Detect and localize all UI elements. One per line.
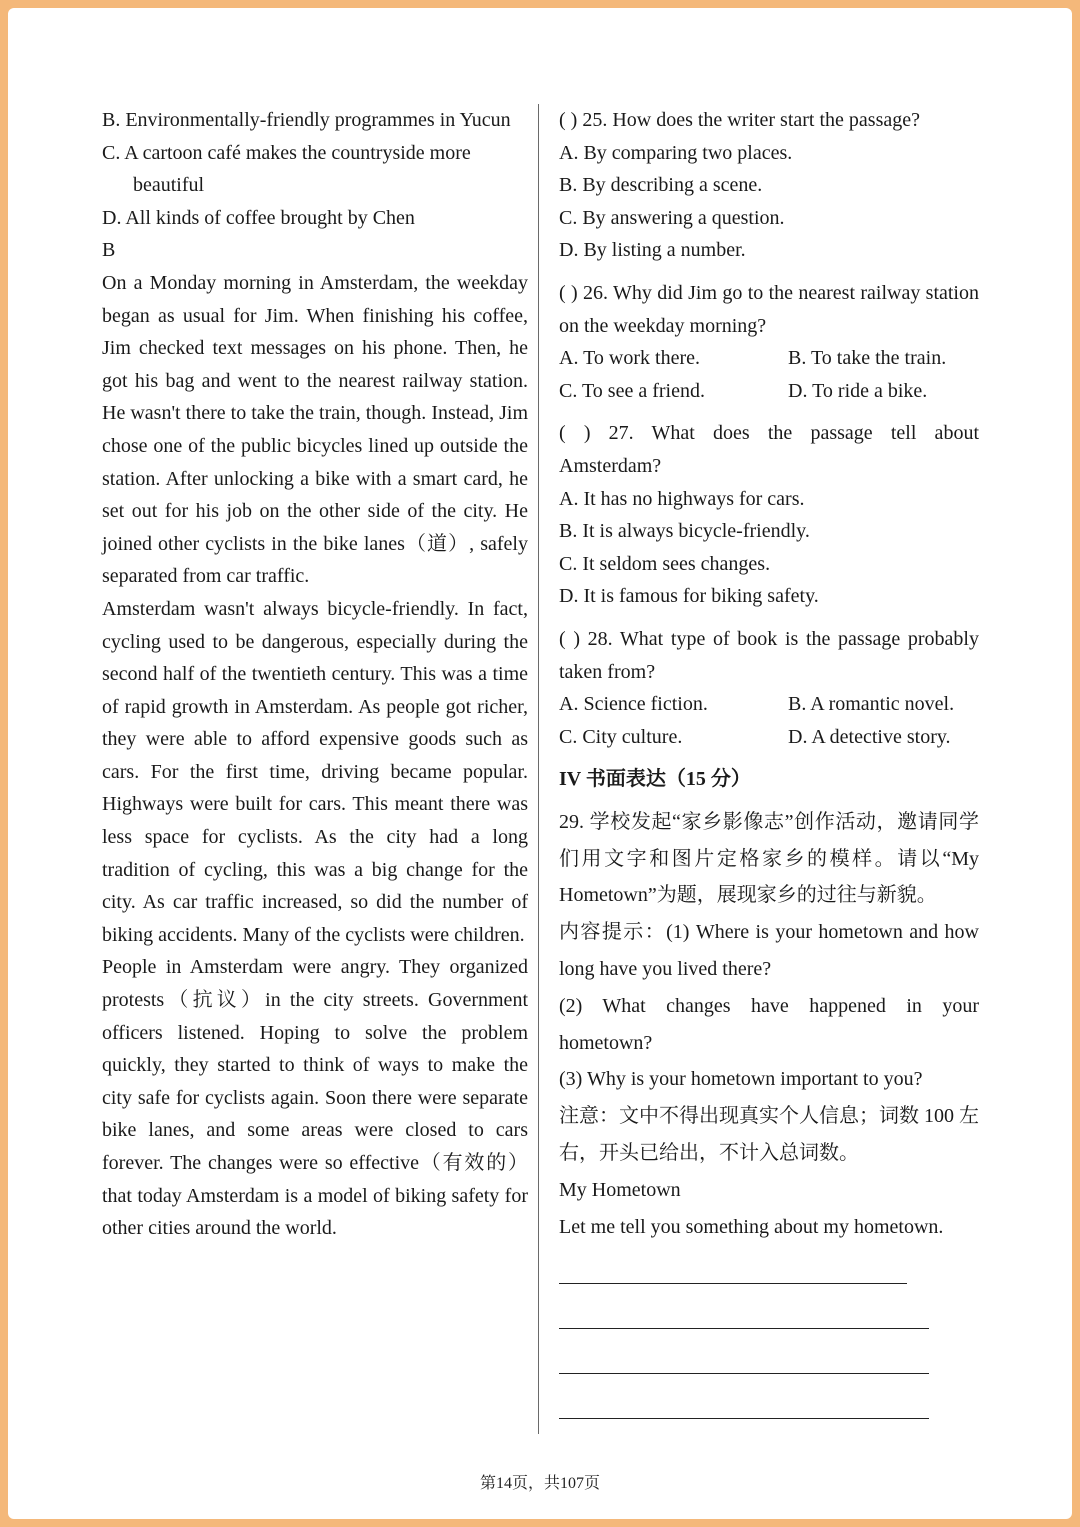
- column-divider: [538, 104, 539, 1434]
- answer-option: B. A romantic novel.: [788, 693, 955, 716]
- answer-option: B. By describing a scene.: [559, 174, 763, 197]
- option-row: [559, 721, 979, 754]
- passage-label: B: [102, 239, 116, 262]
- option-row: [559, 342, 979, 375]
- answer-line[interactable]: [559, 1418, 929, 1419]
- answer-option: D. By listing a number.: [559, 239, 746, 262]
- question-stem: ( ) 27. What does the passage tell about Amsterdam?: [559, 422, 979, 477]
- passage-paragraph: Amsterdam wasn't always bicycle-friendly. In fact, cycling used to be dangerous, especially during the second half of the twentieth century. This was a time of rapid growth in Amsterdam. As people got richer, they were able to afford expensive goods such as cars. For the first time, driving became popular. Highways were built for cars. This meant there was less space for cyclists. As the city had a long tradition of cycling, this was a big change for the city. As car traffic increased, so did the number of biking accidents. Many of the cyclists were children.: [102, 597, 528, 946]
- writing-hint: (2) What changes have happened in your hometown?: [559, 994, 979, 1054]
- answer-option: A. To work there.: [559, 347, 700, 370]
- question-stem: ( ) 25. How does the writer start the passage?: [559, 109, 920, 131]
- section-heading: IV 书面表达（15 分）: [559, 768, 751, 791]
- answer-option: C. A cartoon café makes the countryside more beautiful: [102, 141, 471, 197]
- answer-option: B. It is always bicycle-friendly.: [559, 520, 810, 543]
- writing-hint: (3) Why is your hometown important to you?: [559, 1068, 923, 1091]
- question-28: [559, 623, 979, 753]
- answer-option: C. By answering a question.: [559, 206, 785, 229]
- answer-line[interactable]: [559, 1328, 929, 1329]
- essay-title: My Hometown: [559, 1178, 681, 1201]
- passage-paragraph: On a Monday morning in Amsterdam, the weekday began as usual for Jim. When finishing his coffee, Jim checked text messages on his phone. Then, he got his bag and went to the nearest railway station. He wasn't there to take the train, though. Instead, Jim chose one of the public bicycles lined up outside the station. After unlocking a bike with a smart card, he set out for his job on the other side of the city. He joined other cyclists in the bike lanes（道）, safely separated from car traffic.: [102, 271, 528, 588]
- question-27: [559, 417, 979, 613]
- answer-option: C. City culture.: [559, 725, 683, 748]
- option-row: [559, 688, 979, 721]
- left-column: [102, 104, 528, 1245]
- question-26: [559, 277, 979, 407]
- question-stem: ( ) 26. Why did Jim go to the nearest railway station on the weekday morning?: [559, 281, 979, 337]
- exam-page: [8, 8, 1072, 1519]
- writing-task: [559, 804, 979, 1420]
- writing-hint: 内容提示：(1) Where is your hometown and how long have you lived there?: [559, 921, 979, 981]
- answer-option: A. By comparing two places.: [559, 141, 793, 164]
- answer-line[interactable]: [559, 1283, 907, 1284]
- page-number: 第14页，共107页: [479, 1475, 600, 1492]
- answer-option: D. All kinds of coffee brought by Chen: [102, 206, 415, 229]
- answer-line[interactable]: [559, 1373, 929, 1374]
- answer-option: D. A detective story.: [788, 725, 951, 748]
- writing-prompt: 29. 学校发起“家乡影像志”创作活动，邀请同学们用文字和图片定格家乡的模样。请以“My Hometown”为题，展现家乡的过往与新貌。: [559, 810, 979, 907]
- answer-option: C. It seldom sees changes.: [559, 552, 771, 575]
- writing-note: 注意：文中不得出现真实个人信息；词数 100 左右，开头已给出，不计入总词数。: [559, 1105, 979, 1165]
- right-column: [559, 104, 979, 1419]
- answer-option: C. To see a friend.: [559, 379, 705, 402]
- answer-option: A. Science fiction.: [559, 693, 708, 716]
- passage-paragraph: People in Amsterdam were angry. They organized protests（抗议）in the city streets. Government officers listened. Hoping to solve the problem quickly, they started to think of ways to make the city safe for cyclists again. Soon there were separate bike lanes, and some areas were closed to cars forever. The changes were so effective（有效的）that today Amsterdam is a model of biking safety for other cities around the world.: [102, 956, 528, 1240]
- answer-option: B. Environmentally-friendly programmes in Yucun: [102, 109, 511, 131]
- answer-option: A. It has no highways for cars.: [559, 487, 805, 510]
- answer-option: B. To take the train.: [788, 347, 947, 370]
- question-25: [559, 104, 979, 267]
- question-stem: ( ) 28. What type of book is the passage probably taken from?: [559, 627, 979, 683]
- essay-opening: Let me tell you something about my hometown.: [559, 1215, 944, 1238]
- answer-option: D. To ride a bike.: [788, 379, 928, 402]
- option-row: [559, 375, 979, 408]
- answer-option: D. It is famous for biking safety.: [559, 585, 819, 608]
